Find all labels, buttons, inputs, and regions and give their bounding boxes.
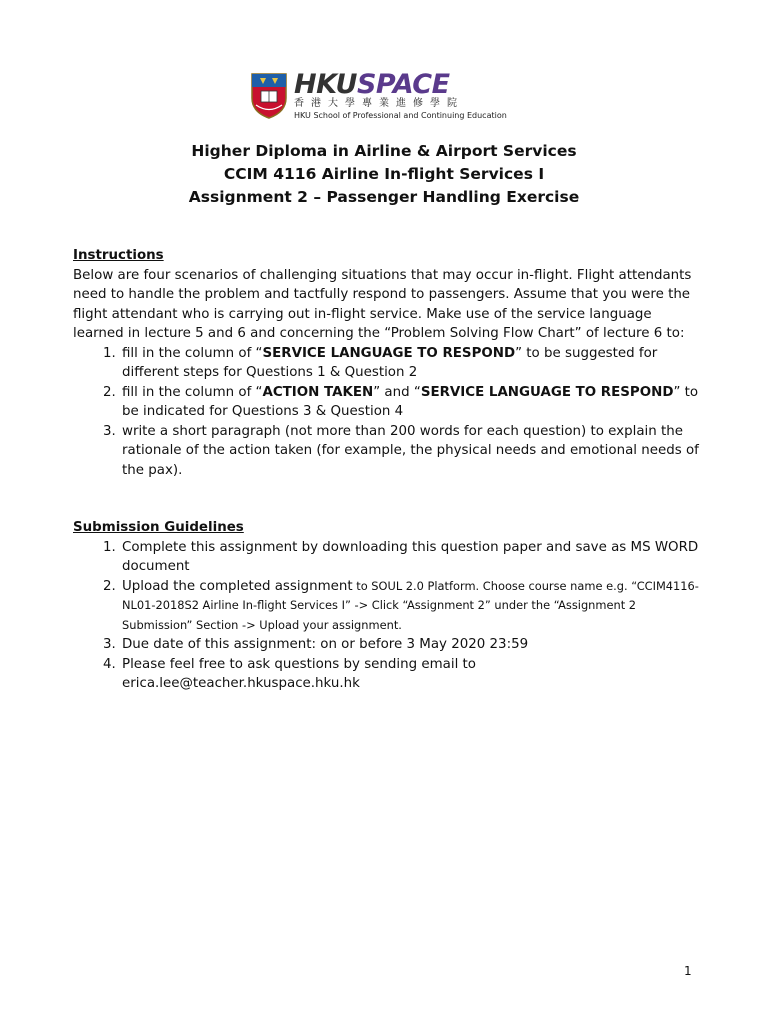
- instruction-item-3: 3. write a short paragraph (not more than 200 words for each question) to explain the rationale of the action taken (for example, the physical needs and emotional needs of the pax).: [120, 422, 701, 481]
- instructions-heading: Instructions: [73, 248, 164, 263]
- instructions-section: [73, 246, 701, 480]
- hku-space-logo: [250, 69, 530, 124]
- instructions-intro: Below are four scenarios of challenging situations that may occur in-flight. Flight attendants need to handle the problem and tactfully respond to passengers. Assume that you were the flight attendant who is carrying out in-flight service. Make use of the service language learned in lecture 5 and 6 and concerning the “Problem Solving Flow Chart” of lecture 6 to:: [73, 267, 692, 341]
- brand-name: [294, 68, 450, 102]
- brand-space: SPACE: [356, 69, 450, 100]
- title-line-3: Assignment 2 – Passenger Handling Exercise: [188, 188, 580, 206]
- instruction-item-2: 2. fill in the column of “ACTION TAKEN” and “SERVICE LANGUAGE TO RESPOND” to be indicated for Questions 3 & Question 4: [120, 383, 701, 422]
- title-line-1: Higher Diploma in Airline & Airport Services: [191, 142, 577, 160]
- university-crest-icon: [250, 72, 288, 120]
- submission-item-4: 4. Please feel free to ask questions by sending email to erica.lee@teacher.hkuspace.hku.hk: [120, 655, 701, 694]
- submission-item-1: 1. Complete this assignment by downloading this question paper and save as MS WORD document: [120, 538, 701, 577]
- instruction-item-1: 1. fill in the column of “SERVICE LANGUAGE TO RESPOND” to be suggested for different steps for Questions 1 & Question 2: [120, 344, 701, 383]
- submission-item-2: 2. Upload the completed assignment to SOUL 2.0 Platform. Choose course name e.g. “CCIM4116-NL01-2018S2 Airline In-flight Services I” -> Click “Assignment 2” under the “Assignment 2 Submission” Section -> Upload your assignment.: [120, 577, 701, 636]
- instructions-list: [73, 344, 701, 481]
- page-number: 1: [684, 964, 692, 978]
- submission-item-3: 3. Due date of this assignment: on or before 3 May 2020 23:59: [120, 635, 701, 655]
- brand-chinese-name: 香港大學專業進修學院: [294, 98, 464, 109]
- submission-section: [73, 518, 701, 694]
- document-titles: [0, 140, 768, 209]
- title-line-2: CCIM 4116 Airline In-flight Services I: [223, 165, 545, 183]
- brand-hku: HKU: [294, 69, 357, 100]
- submission-heading: Submission Guidelines: [73, 520, 244, 535]
- brand-english-name: HKU School of Professional and Continuing Education: [294, 111, 507, 120]
- submission-list: [73, 538, 701, 694]
